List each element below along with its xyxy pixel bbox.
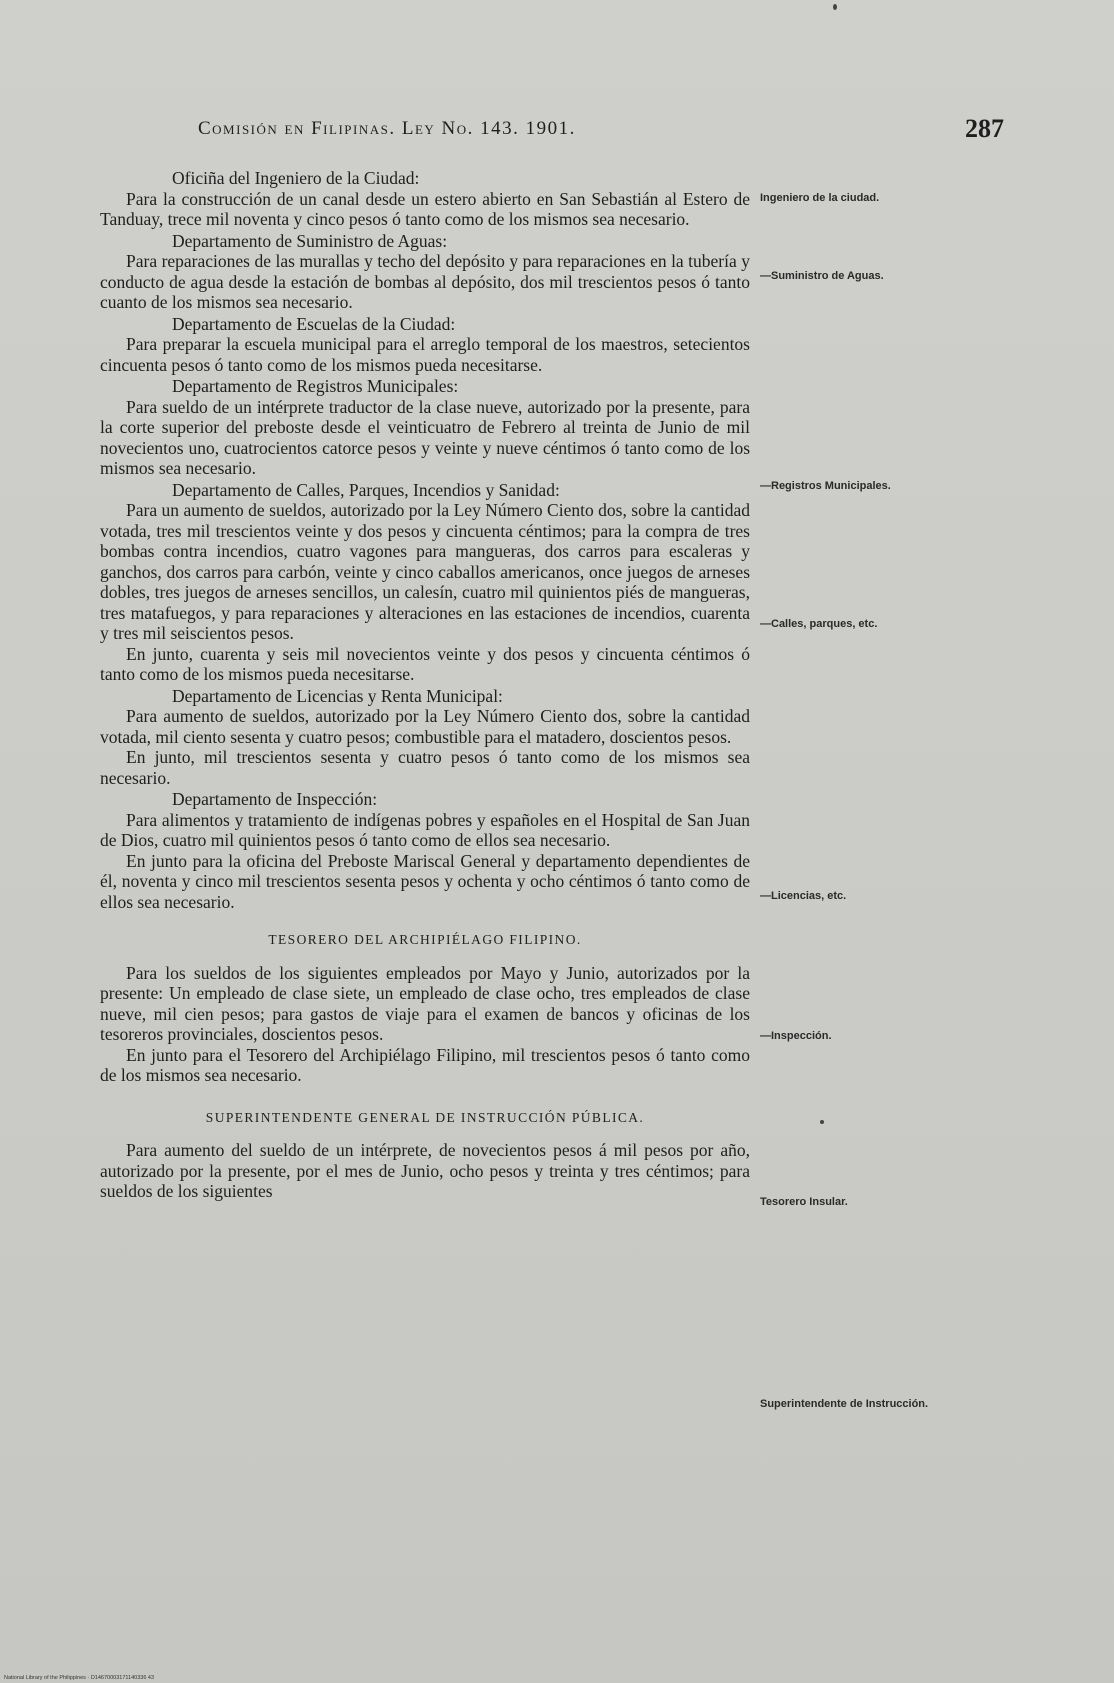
paragraph-total: En junto para el Tesorero del Archipiélago Filipino, mil trescientos pesos ó tanto como de los mismos sea necesario. [100, 1044, 750, 1085]
section-inspeccion [100, 789, 750, 912]
section-registros [100, 376, 750, 479]
ink-speck [820, 1120, 824, 1124]
section-aguas [100, 231, 750, 313]
section-tesorero [100, 930, 750, 1086]
dept-heading: Departamento de Calles, Parques, Incendios y Sanidad: [172, 479, 560, 500]
paragraph: Para la construcción de un canal desde un estero abierto en San Sebastián al Estero de Tanduay, trece mil noventa y cinco pesos ó tanto como de los mismos sea necesario. [100, 188, 750, 229]
paragraph: Para los sueldos de los siguientes empleados por Mayo y Junio, autorizados por la presente: Un empleado de clase siete, un empleado de clase ocho, tres empleados de clase nueve, mil cien pesos; para gastos de viaje para el examen de bancos y oficinas de los tesoreros provinciales, doscientos pesos. [100, 962, 750, 1044]
page-header [198, 114, 1004, 152]
scan-footer: National Library of the Philippines · D14670003171140336 43 [4, 1675, 155, 1681]
ink-speck [833, 4, 837, 10]
section-superintendente [100, 1108, 750, 1202]
dept-heading: Departamento de Inspección: [172, 789, 378, 809]
sidenote-licencias: —Licencias, etc. [760, 890, 847, 902]
page-number: 287 [965, 114, 1004, 143]
paragraph: Para aumento del sueldo de un intérprete, de novecientos pesos á mil pesos por año, autorizado por la presente, por el mes de Junio, ocho pesos y treinta y tres céntimos; para sueldos de los siguientes [100, 1140, 750, 1201]
sidenote-ingeniero: Ingeniero de la ciudad. [760, 192, 880, 204]
section-ingeniero [100, 168, 750, 230]
sidenote-registros: —Registros Municipales. [760, 480, 891, 492]
dept-heading: Oficiña del Ingeniero de la Ciudad: [172, 168, 420, 188]
sidenote-tesorero: Tesorero Insular. [760, 1196, 848, 1208]
dept-heading: Departamento de Escuelas de la Ciudad: [172, 313, 456, 334]
paragraph-total: En junto para la oficina del Preboste Mariscal General y departamento dependientes de él, noventa y cinco mil trescientos sesenta pesos y ochenta y ocho céntimos ó tanto como de ellos sea necesario. [100, 850, 750, 912]
paragraph: Para un aumento de sueldos, autorizado por la Ley Número Ciento dos, sobre la cantidad votada, tres mil trescientos veinte y dos pesos y cincuenta céntimos; para la compra de tres bombas contra incendios, cuatro vagones para mangueras, dos carros para escaleras y ganchos, dos carros para carbón, veinte y cinco caballos americanos, once juegos de arneses dobles, tres juegos de arneses sencillos, un calesín, cuatro mil quinientos piés de mangueras, tres matafuegos, y para reparaciones y alteraciones en las estaciones de incendios, cuarenta y tres mil seiscientos pesos. [100, 500, 750, 643]
paragraph: Para alimentos y tratamiento de indígenas pobres y españoles en el Hospital de San Juan de Dios, cuatro mil quinientos pesos ó tanto como de ellos sea necesario. [100, 809, 750, 850]
running-head: Comisión en Filipinas. Ley No. 143. 1901. [198, 118, 576, 139]
sidenote-calles: —Calles, parques, etc. [760, 618, 878, 630]
paragraph: Para preparar la escuela municipal para el arreglo temporal de los maestros, setecientos cincuenta pesos ó tanto como de los mismos pueda necesitarse. [100, 334, 750, 375]
paragraph-total: En junto, cuarenta y seis mil novecientos veinte y dos pesos y cincuenta céntimos ó tanto como de los mismos pueda necesitarse. [100, 643, 750, 684]
paragraph-total: En junto, mil trescientos sesenta y cuatro pesos ó tanto como de los mismos sea necesario. [100, 747, 750, 788]
paragraph: Para reparaciones de las murallas y techo del depósito y para reparaciones en la tubería y conducto de agua desde la estación de bombas al depósito, dos mil trescientos pesos ó tanto cuanto de los mismos sea necesario. [100, 251, 750, 312]
dept-heading: Departamento de Suministro de Aguas: [172, 230, 448, 251]
dept-heading: Departamento de Licencias y Renta Municipal: [172, 685, 503, 706]
dept-heading: Departamento de Registros Municipales: [172, 376, 459, 396]
body-text [100, 168, 750, 1203]
sidenote-inspeccion: —Inspección. [760, 1030, 832, 1042]
section-calles [100, 480, 750, 685]
section-escuelas [100, 314, 750, 376]
section-heading: TESORERO DEL ARCHIPIÉLAGO FILIPINO. [268, 932, 582, 947]
section-heading: SUPERINTENDENTE GENERAL DE INSTRUCCIÓN PÚBLICA. [205, 1109, 645, 1125]
paragraph: Para aumento de sueldos, autorizado por la Ley Número Ciento dos, sobre la cantidad votada, mil ciento sesenta y cuatro pesos; combustible para el matadero, doscientos pesos. [100, 706, 750, 747]
sidenote-superintendente: Superintendente de Instrucción. [760, 1398, 929, 1410]
paragraph: Para sueldo de un intérprete traductor de la clase nueve, autorizado por la presente, para la corte superior del preboste desde el veinticuatro de Febrero al treinta de Junio de mil novecientos uno, cuatrocientos catorce pesos y veinte y nueve céntimos ó tanto como de los mismos sea necesario. [100, 396, 750, 478]
sidenote-aguas: —Suministro de Aguas. [760, 270, 884, 282]
section-licencias [100, 686, 750, 789]
